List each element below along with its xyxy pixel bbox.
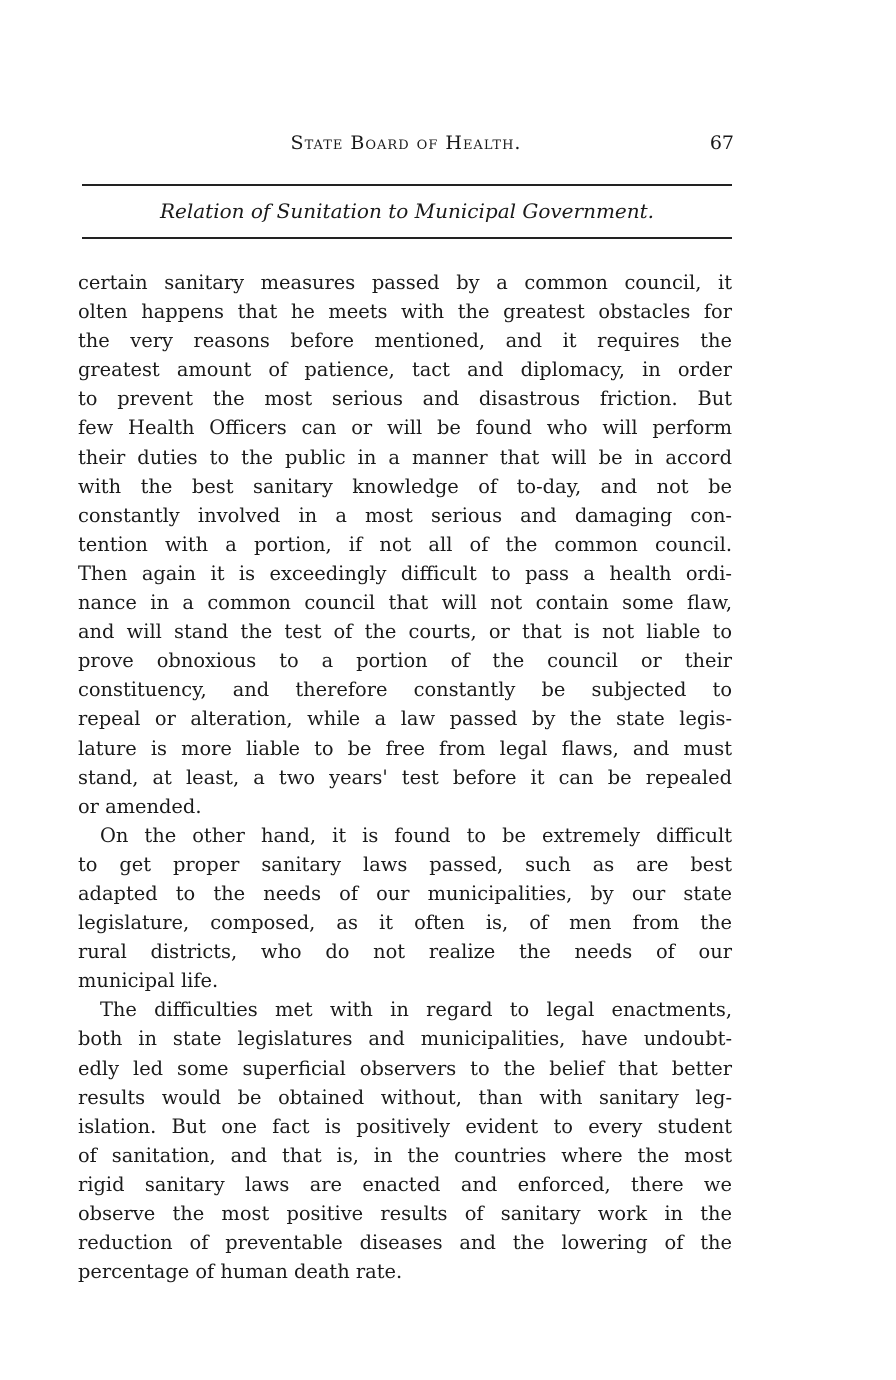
text-line: to get proper sanitary laws passed, such as are best (78, 852, 732, 876)
text-line: On the other hand, it is found to be extremely difficult (100, 823, 732, 847)
text-line: observe the most positive results of sanitary work in the (78, 1202, 732, 1225)
text-line: greatest amount of patience, tact and diplomacy, in order (78, 358, 732, 382)
top-rule (82, 184, 732, 186)
text-line: their duties to the public in a manner that will be in accord (78, 445, 732, 469)
text-line: of sanitation, and that is, in the countries where the most (78, 1143, 732, 1167)
text-line: lature is more liable to be free from legal flaws, and must (78, 736, 732, 760)
text-line: islation. But one fact is positively evident to every student (78, 1114, 732, 1138)
running-title: State Board of Health. (290, 132, 522, 154)
text-line: constantly involved in a most serious and damaging con- (78, 503, 732, 527)
text-line: with the best sanitary knowledge of to-day, and not be (78, 474, 732, 498)
text-line: nance in a common council that will not contain some flaw, (78, 591, 732, 615)
bottom-rule (82, 237, 732, 239)
text-line: municipal life. (78, 969, 219, 993)
text-line: the very reasons before mentioned, and it requires the (78, 329, 732, 353)
text-line: olten happens that he meets with the greatest obstacles for (78, 300, 732, 324)
running-head (80, 132, 732, 156)
section-title: Relation of Sunitation to Municipal Government. (159, 199, 655, 223)
text-line: tention with a portion, if not all of the common council. (78, 532, 732, 556)
text-line: results would be obtained without, than with sanitary leg- (78, 1085, 732, 1109)
text-line: Then again it is exceedingly difficult to pass a health ordi- (78, 561, 732, 585)
body-text (78, 268, 732, 1286)
text-line: to prevent the most serious and disastrous friction. But (78, 387, 732, 411)
text-line: prove obnoxious to a portion of the council or their (78, 649, 732, 673)
text-line: certain sanitary measures passed by a common council, it (78, 271, 732, 294)
text-line: The difficulties met with in regard to legal enactments, (100, 998, 732, 1022)
page-number: 67 (709, 132, 734, 154)
text-line: rural districts, who do not realize the needs of our (78, 940, 732, 964)
text-line: rigid sanitary laws are enacted and enforced, there we (78, 1172, 732, 1196)
text-line: few Health Officers can or will be found who will perform (78, 416, 732, 440)
text-line: and will stand the test of the courts, or that is not liable to (78, 620, 732, 644)
text-line: or amended. (78, 794, 202, 818)
text-line: both in state legislatures and municipalities, have undoubt- (78, 1027, 732, 1051)
text-line: legislature, composed, as it often is, of men from the (78, 911, 732, 935)
text-line: edly led some superficial observers to the belief that better (78, 1056, 732, 1080)
text-line: adapted to the needs of our municipalities, by our state (78, 881, 732, 905)
text-line: reduction of preventable diseases and the lowering of the (78, 1231, 732, 1255)
text-line: repeal or alteration, while a law passed by the state legis- (78, 707, 732, 731)
text-line: constituency, and therefore constantly be subjected to (78, 678, 732, 702)
text-line: stand, at least, a two years' test before it can be repealed (78, 765, 732, 789)
text-line: percentage of human death rate. (78, 1260, 403, 1284)
